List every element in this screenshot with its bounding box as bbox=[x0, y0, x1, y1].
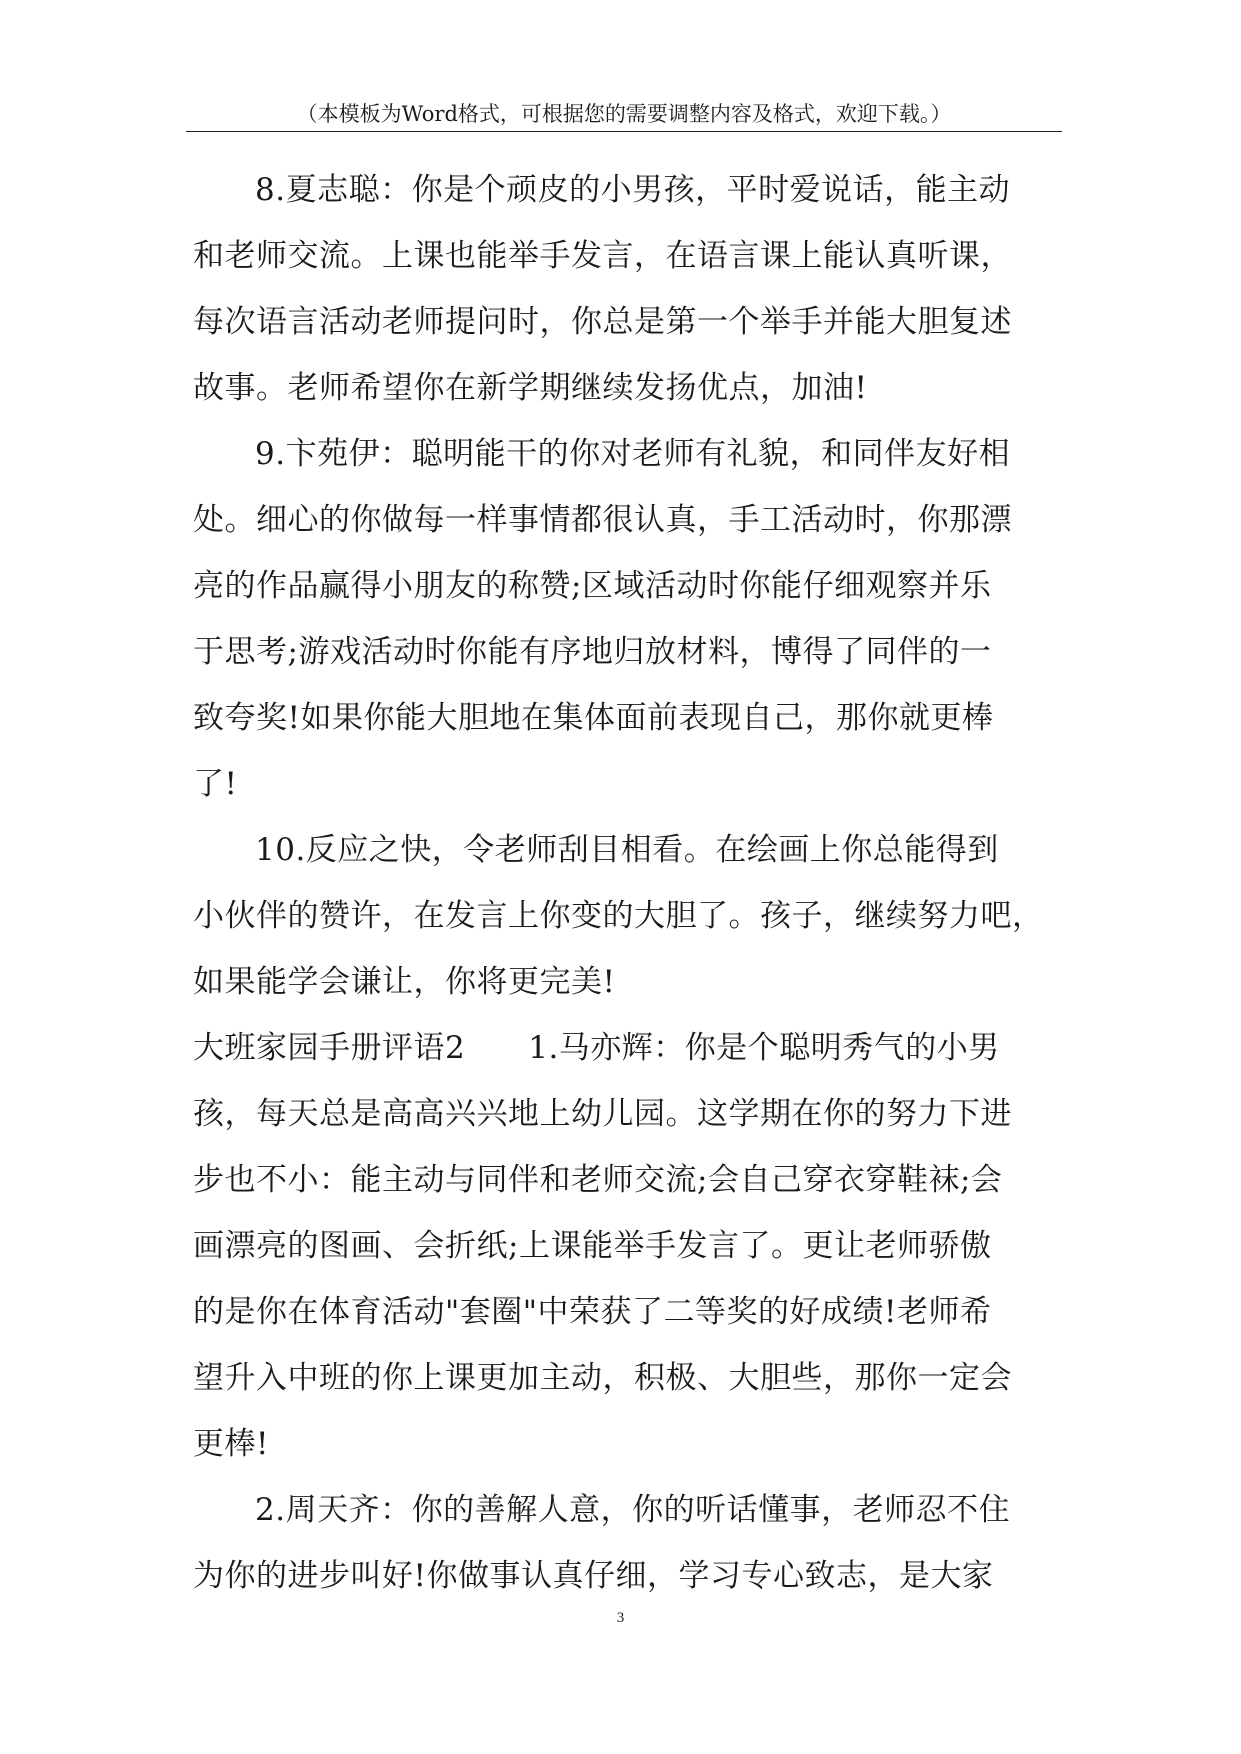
text-line: 了! bbox=[193, 766, 238, 802]
text-line: 10.反应之快，令老师刮目相看。在绘画上你总能得到 bbox=[255, 832, 999, 868]
text-line: 的是你在体育活动"套圈"中荣获了二等奖的好成绩!老师希 bbox=[193, 1294, 992, 1330]
text-line: 小伙伴的赞许，在发言上你变的大胆了。孩子，继续努力吧， bbox=[193, 898, 1044, 934]
document-body bbox=[193, 157, 1063, 1609]
text-line: 亮的作品赢得小朋友的称赞;区域活动时你能仔细观察并乐 bbox=[193, 568, 992, 604]
text-line: 故事。老师希望你在新学期继续发扬优点，加油! bbox=[193, 370, 868, 406]
text-line: 孩，每天总是高高兴兴地上幼儿园。这学期在你的努力下进 bbox=[193, 1096, 1012, 1132]
header-divider bbox=[186, 131, 1062, 132]
text-line: 处。细心的你做每一样事情都很认真，手工活动时，你那漂 bbox=[193, 502, 1012, 538]
text-line: 画漂亮的图画、会折纸;上课能举手发言了。更让老师骄傲 bbox=[193, 1228, 992, 1264]
text-line: 为你的进步叫好!你做事认真仔细，学习专心致志，是大家 bbox=[193, 1558, 994, 1594]
text-line: 每次语言活动老师提问时，你总是第一个举手并能大胆复述 bbox=[193, 304, 1012, 340]
text-line: 8.夏志聪：你是个顽皮的小男孩，平时爱说话，能主动 bbox=[255, 172, 1011, 208]
text-line: 步也不小：能主动与同伴和老师交流;会自己穿衣穿鞋袜;会 bbox=[193, 1162, 1003, 1198]
text-line: 2.周天齐：你的善解人意，你的听话懂事，老师忍不住 bbox=[255, 1492, 1011, 1528]
text-line: 望升入中班的你上课更加主动，积极、大胆些，那你一定会 bbox=[193, 1360, 1012, 1396]
text-line: 于思考;游戏活动时你能有序地归放材料，博得了同伴的一 bbox=[193, 634, 992, 670]
document-header-note: （本模板为Word格式，可根据您的需要调整内容及格式，欢迎下载。） bbox=[296, 102, 952, 126]
text-line: 如果能学会谦让，你将更完美! bbox=[193, 964, 616, 1000]
text-line: 和老师交流。上课也能举手发言，在语言课上能认真听课， bbox=[193, 238, 1012, 274]
page-number: 3 bbox=[616, 1610, 625, 1626]
text-line: 致夸奖!如果你能大胆地在集体面前表现自己，那你就更棒 bbox=[193, 700, 994, 736]
text-line: 更棒! bbox=[193, 1426, 269, 1462]
text-line: 大班家园手册评语2 1.马亦辉：你是个聪明秀气的小男 bbox=[193, 1030, 1000, 1066]
text-line: 9.卞苑伊：聪明能干的你对老师有礼貌，和同伴友好相 bbox=[255, 436, 1011, 472]
